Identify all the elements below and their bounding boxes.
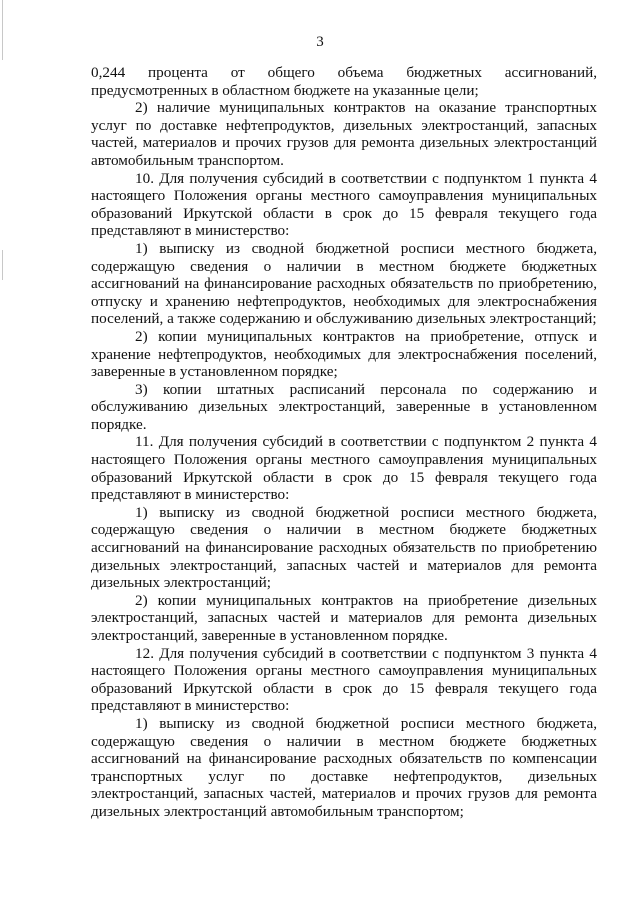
paragraph-clause-10-item-3: 3) копии штатных расписаний персонала по содержанию и обслуживанию дизельных электростанций, заверенные в установленном порядке. [91, 380, 597, 433]
paragraph-clause-12-item-1: 1) выписку из сводной бюджетной росписи местного бюджета, содержащую сведения о наличии в местном бюджете бюджетных ассигнований на финансирование расходных обязательств по компенсации транспортных услуг по доставке нефтепродуктов, дизельных электростанций, запасных частей, материалов и прочих грузов для ремонта дизельных электростанций автомобильным транспортом; [91, 714, 597, 820]
paragraph-clause-11-item-2: 2) копии муниципальных контрактов на приобретение дизельных электростанций, запасных частей и материалов для ремонта дизельных электростанций, заверенные в установленном порядке. [91, 591, 597, 644]
paragraph-clause-10: 10. Для получения субсидий в соответствии с подпунктом 1 пункта 4 настоящего Положения органы местного самоуправления муниципальных образований Иркутской области в срок до 15 февраля текущего года представляют в министерство: [91, 169, 597, 240]
paragraph-clause-10-item-2: 2) копии муниципальных контрактов на приобретение, отпуск и хранение нефтепродуктов, необходимых для электроснабжения поселений, заверенные в установленном порядке; [91, 327, 597, 381]
paragraph-clause-11-item-1: 1) выписку из сводной бюджетной росписи местного бюджета, содержащую сведения о наличии в местном бюджете бюджетных ассигнований на финансирование расходных обязательств по приобретению дизельных электростанций, запасных частей и материалов для ремонта дизельных электростанций; [91, 503, 597, 592]
paragraph-clause-11: 11. Для получения субсидий в соответствии с подпунктом 2 пункта 4 настоящего Положения органы местного самоуправления муниципальных образований Иркутской области в срок до 15 февраля текущего года представляют в министерство: [91, 433, 597, 504]
paragraph-clause-10-item-1: 1) выписку из сводной бюджетной росписи местного бюджета, содержащую сведения о наличии в местном бюджете бюджетных ассигнований на финансирование расходных обязательств по приобретению, отпуску и хранению нефтепродуктов, необходимых для электроснабжения поселений, а также содержанию и обслуживанию дизельных электростанций; [91, 239, 597, 328]
scan-edge-mark [2, 250, 3, 280]
document-body [91, 64, 597, 821]
paragraph-clause-12: 12. Для получения субсидий в соответствии с подпунктом 3 пункта 4 настоящего Положения органы местного самоуправления муниципальных образований Иркутской области в срок до 15 февраля текущего года представляют в министерство: [91, 644, 597, 715]
page-number: 3 [316, 34, 324, 50]
scan-edge-mark [2, 0, 3, 60]
paragraph-item-2: 2) наличие муниципальных контрактов на оказание транспортных услуг по доставке нефтепродуктов, дизельных электростанций, запасных частей, материалов и прочих грузов для ремонта дизельных электростанций автомобильным транспортом. [91, 99, 597, 169]
paragraph-continuation: 0,244 процента от общего объема бюджетных ассигнований, предусмотренных в областном бюджете на указанные цели; [91, 64, 597, 99]
